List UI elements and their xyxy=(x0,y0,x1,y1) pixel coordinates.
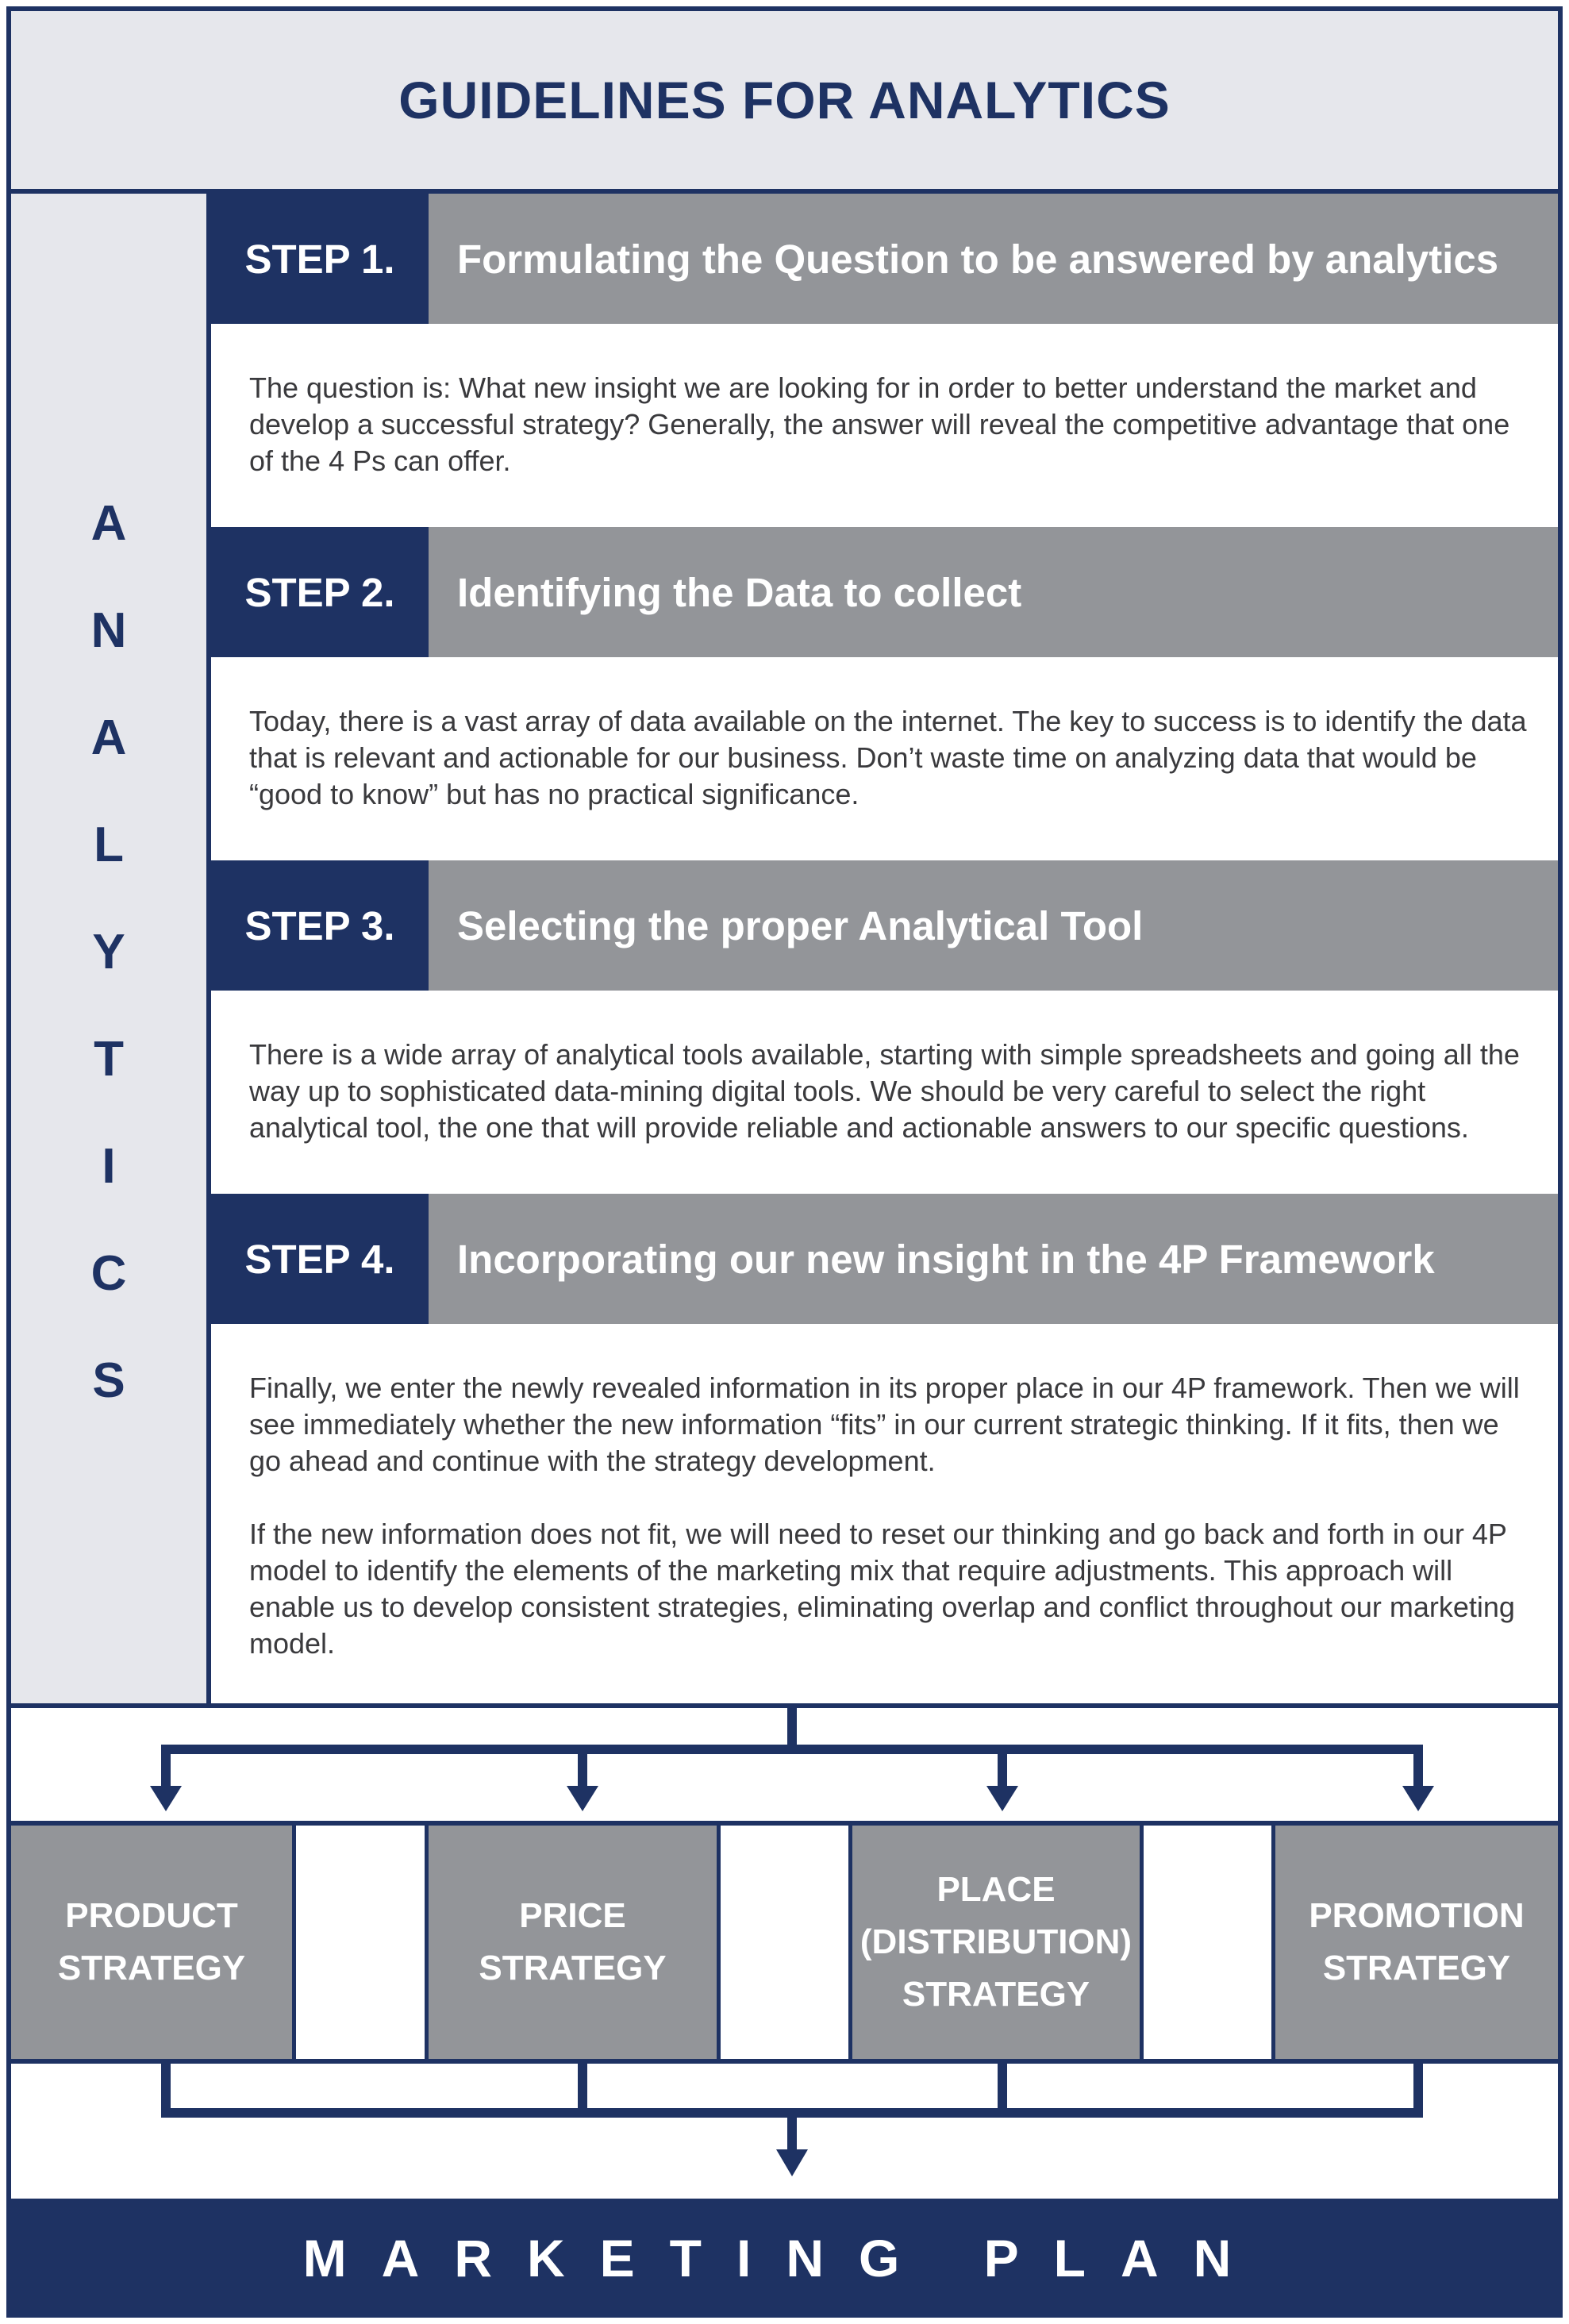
side-letter: I xyxy=(102,1139,116,1194)
side-letter: L xyxy=(94,818,124,872)
step-1-paragraph: The question is: What new insight we are looking for in order to better understand the market and develop a successful strategy? Generally, the answer will reveal the competitive advantage that one of the 4 Ps can offer. xyxy=(249,371,1510,477)
page-title: GUIDELINES FOR ANALYTICS xyxy=(398,71,1171,129)
side-letter: Y xyxy=(92,925,125,979)
step-3-title: Selecting the proper Analytical Tool xyxy=(429,860,1558,991)
step-2-number: STEP 2. xyxy=(211,527,429,657)
step-4-paragraph: If the new information does not fit, we will need to reset our thinking and go back and forth in our 4P model to identify the elements of the marketing mix that require adjustments. This approach will enable us to develop consistent strategies, eliminating overlap and conflict throughout our marketing model. xyxy=(249,1518,1515,1660)
arrow-down-icon xyxy=(567,1786,598,1811)
place-strategy-box xyxy=(848,1826,1144,2059)
marketing-plan-label: MARKETING PLAN xyxy=(302,2229,1267,2287)
side-letter: N xyxy=(90,603,127,658)
arrow-down-icon xyxy=(776,2149,808,2176)
price-strategy-box xyxy=(425,1826,721,2059)
strategy-label: PLACE xyxy=(936,1870,1056,1909)
strategy-label: PROMOTION xyxy=(1309,1896,1525,1935)
side-letter: A xyxy=(90,496,127,551)
promotion-strategy-box xyxy=(1271,1826,1558,2059)
strategy-label: PRICE xyxy=(519,1896,626,1935)
step-2-title: Identifying the Data to collect xyxy=(429,527,1558,657)
side-letter: S xyxy=(92,1353,125,1408)
step-1-title: Formulating the Question to be answered by analytics xyxy=(429,194,1558,324)
strategy-label: PRODUCT xyxy=(65,1896,238,1935)
arrow-down-icon xyxy=(1402,1786,1434,1811)
side-letter: A xyxy=(90,710,127,765)
side-letter: T xyxy=(94,1032,124,1087)
strategy-label: STRATEGY xyxy=(479,1949,667,1987)
step-3-paragraph: There is a wide array of analytical tools available, starting with simple spreadsheets and going all the way up to sophisticated data-mining digital tools. We should be very careful to select the right analytical tool, the one that will provide reliable and actionable answers to our specific questions. xyxy=(249,1038,1520,1144)
step-3-number: STEP 3. xyxy=(211,860,429,991)
arrow-down-icon xyxy=(150,1786,182,1811)
side-letter: C xyxy=(90,1246,127,1301)
step-4-title: Incorporating our new insight in the 4P Framework xyxy=(429,1194,1558,1324)
strategy-label: STRATEGY xyxy=(902,1975,1090,2014)
step-2-paragraph: Today, there is a vast array of data available on the internet. The key to success is to identify the data that is relevant and actionable for our business. Don’t waste time on analyzing data that would be “good to know” but has no practical significance. xyxy=(249,705,1527,810)
step-4-number: STEP 4. xyxy=(211,1194,429,1324)
step-1-number: STEP 1. xyxy=(211,194,429,324)
strategy-label: STRATEGY xyxy=(1322,1949,1511,1987)
arrow-down-icon xyxy=(986,1786,1018,1811)
strategy-label: STRATEGY xyxy=(57,1949,246,1987)
marketing-plan-bar xyxy=(6,2199,1563,2318)
strategy-label: (DISTRIBUTION) xyxy=(859,1922,1133,1961)
step-4-paragraph: Finally, we enter the newly revealed information in its proper place in our 4P framework. Then we will see immediately whether the new information “fits” in our current strategic thinking. If it fits, then we go ahead and continue with the strategy development. xyxy=(249,1372,1520,1477)
product-strategy-box xyxy=(11,1826,296,2059)
